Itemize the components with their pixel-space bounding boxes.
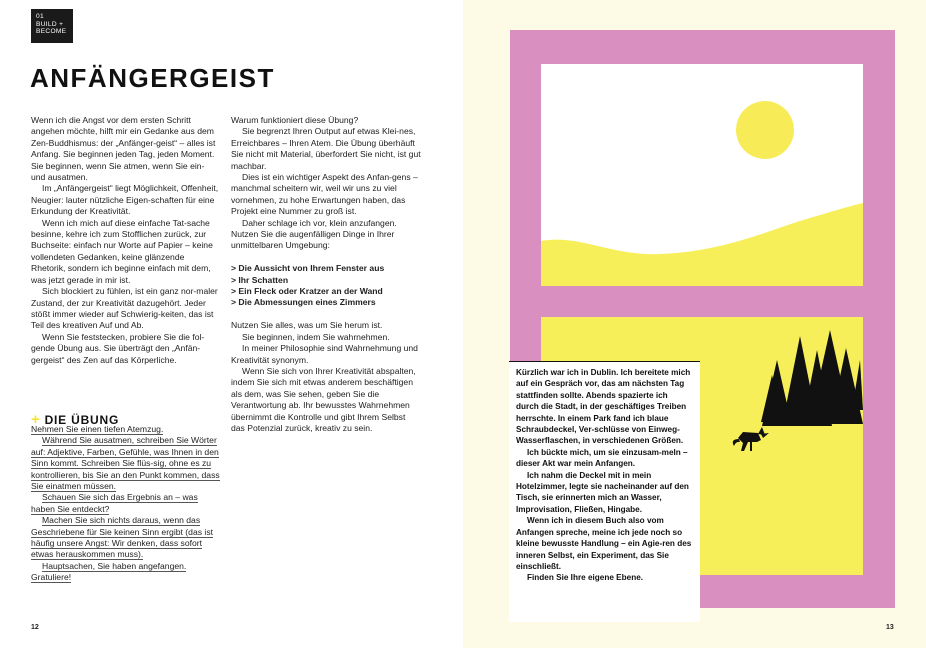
chapter-tag: [31, 9, 73, 43]
paragraph: Warum funktioniert diese Übung?: [231, 115, 359, 125]
paragraph: Wenn Sie feststecken, probiere Sie die fol-gende Übung aus. Sie überträgt den „Anfän-gergeist“ des Zen auf das Körperliche.: [31, 331, 205, 365]
paragraph: Dies ist ein wichtiger Aspekt des Anfan-gens – manchmal scheitern wir, weil wir uns zu viel vornehmen, zu hohe Erwartungen haben, das Projekt eine Nummer zu groß ist.: [231, 172, 418, 217]
plus-icon: +: [31, 411, 41, 428]
caption-paragraph: Ich nahm die Deckel mit in mein Hotelzimmer, legte sie nacheinander auf den Tisch, sie erinnerten mich an Wasser, Improvisation, Fließen, Hingabe.: [516, 470, 689, 514]
paragraph: Sie beginnen, indem Sie wahrnehmen.: [242, 331, 390, 342]
paragraph: Wenn ich die Angst vor dem ersten Schritt angehen möchte, hilft mir ein Gedanke aus dem Zen-Buddhismus: der „Anfänger-geist“ – alles ist Anfang. Sie beginnen jeden Tag, jeden Moment. Sie beginnen, wenn Sie atmen, wenn Sie ein- und ausatmen.: [31, 115, 216, 183]
page-number-right: 13: [886, 624, 894, 631]
page-title: ANFÄNGERGEIST: [30, 63, 275, 93]
paragraph: Daher schlage ich vor, klein anzufangen. Nutzen Sie die augenfälligen Dinge in Ihrer unmittelbaren Umgebung:: [231, 217, 397, 251]
paragraph: Nutzen Sie alles, was um Sie herum ist.: [231, 320, 383, 331]
sun-shape: [736, 101, 794, 159]
exercise-paragraph: Hauptsachen, Sie haben angefangen. Gratuliere!: [31, 560, 187, 583]
paragraph: Sich blockiert zu fühlen, ist ein ganz nor-maler Zustand, der zur Kreativität dazugehört. Jeder stößt immer wieder auf Schwierig-keiten, das ist Teil des kreativen Auf und Ab.: [31, 286, 218, 331]
page-number-left: 12: [31, 624, 39, 631]
chapter-number: 01: [36, 13, 44, 20]
paragraph: Wenn Sie sich von Ihrer Kreativität abspalten, indem Sie sich mit etwas anderem beschäftigen als dem, was Sie sehen, geben Sie die Verantwortung ab. Ihr bewusstes Wahrnehmen übernimmt die Kontrolle und gibt Ihrem Selbst das Potenzial zurück, kreativ zu sein.: [231, 365, 416, 433]
list-item: > Die Aussicht von Ihrem Fenster aus: [231, 263, 385, 274]
caption-paragraph: Ich bückte mich, um sie einzusam-meln – dieser Akt war mein Anfangen.: [516, 447, 688, 469]
exercise-paragraph: Nehmen Sie einen tiefen Atemzug.: [31, 424, 164, 434]
list-item: > Ein Fleck oder Kratzer an der Wand: [231, 286, 383, 297]
chapter-plus: +: [59, 20, 64, 28]
chapter-word-become: BECOME: [36, 28, 67, 36]
exercise-text: [31, 424, 221, 584]
text-column-2: [231, 115, 421, 434]
paragraph: Wenn ich mich auf diese einfache Tat-sache besinne, kehre ich zum Stofflichen zurück, zur Buchseite: einfach nur Worte auf Papier – keine vollendeten Gedanken, keine glänzende Rhetorik, sondern ich beginne einfach mit dem, was jetzt gerade in mir ist.: [31, 217, 213, 285]
caption-paragraph: Kürzlich war ich in Dublin. Ich bereitete mich auf ein Gespräch vor, das am nächsten Tag stattfinden sollte. Abends spazierte ich durch die Stadt, in der geschäftiges Treiben herrschte. In einem Park fand ich blaue Schraubdeckel, Ver-schlüsse von Einweg-Wasserflaschen, in verschiedenen Größen.: [516, 368, 691, 446]
exercise-paragraph: Schauen Sie sich das Ergebnis an – was haben Sie entdeckt?: [31, 492, 198, 514]
paragraph: Im „Anfängergeist“ liegt Möglichkeit, Offenheit, Neugier: lauter nützliche Eigen-schaften für eine Erkundung der Kreativität.: [31, 183, 219, 217]
exercise-paragraph: Machen Sie sich nichts daraus, wenn das Geschriebene für Sie keinen Sinn ergibt (das ist häufig unsere Angst: Wir denken, dass sofort etwas herauskommen muss).: [31, 515, 214, 560]
paragraph: In meiner Philosophie sind Wahrnehmung und Kreativität synonym.: [231, 343, 418, 365]
chapter-word-build: BUILD: [36, 20, 57, 28]
caption-paragraph: Finden Sie Ihre eigene Ebene.: [527, 573, 644, 583]
list-item: > Die Abmessungen eines Zimmers: [231, 297, 376, 308]
photo-caption: [509, 361, 700, 622]
text-column-1: [31, 115, 221, 366]
exercise-paragraph: Während Sie ausatmen, schreiben Sie Wörter auf: Adjektive, Farben, Gefühle, was Ihnen in den Sinn kommt. Schreiben Sie flüs-sig, ohne es zu kontrollieren, bis Sie an den Punkt kommen, dass Sie einatmen müssen.: [31, 435, 220, 492]
caption-paragraph: Wenn ich in diesem Buch also vom Anfangen spreche, meine ich jede noch so kleine bewusste Handlung – ein Agie-ren des inneren Selbst, ein Experiment, das Sie einschließt.: [516, 516, 692, 571]
list-item: > Ihr Schatten: [231, 274, 289, 285]
exercise-heading-label: DIE ÜBUNG: [44, 413, 120, 427]
paragraph: Sie begrenzt Ihren Output auf etwas Klei-nes, Erreichbares – Ihren Atem. Die Übung überhäuft Sie nicht mit Material, überfordert Sie nicht, ist gut machbar.: [231, 126, 421, 171]
